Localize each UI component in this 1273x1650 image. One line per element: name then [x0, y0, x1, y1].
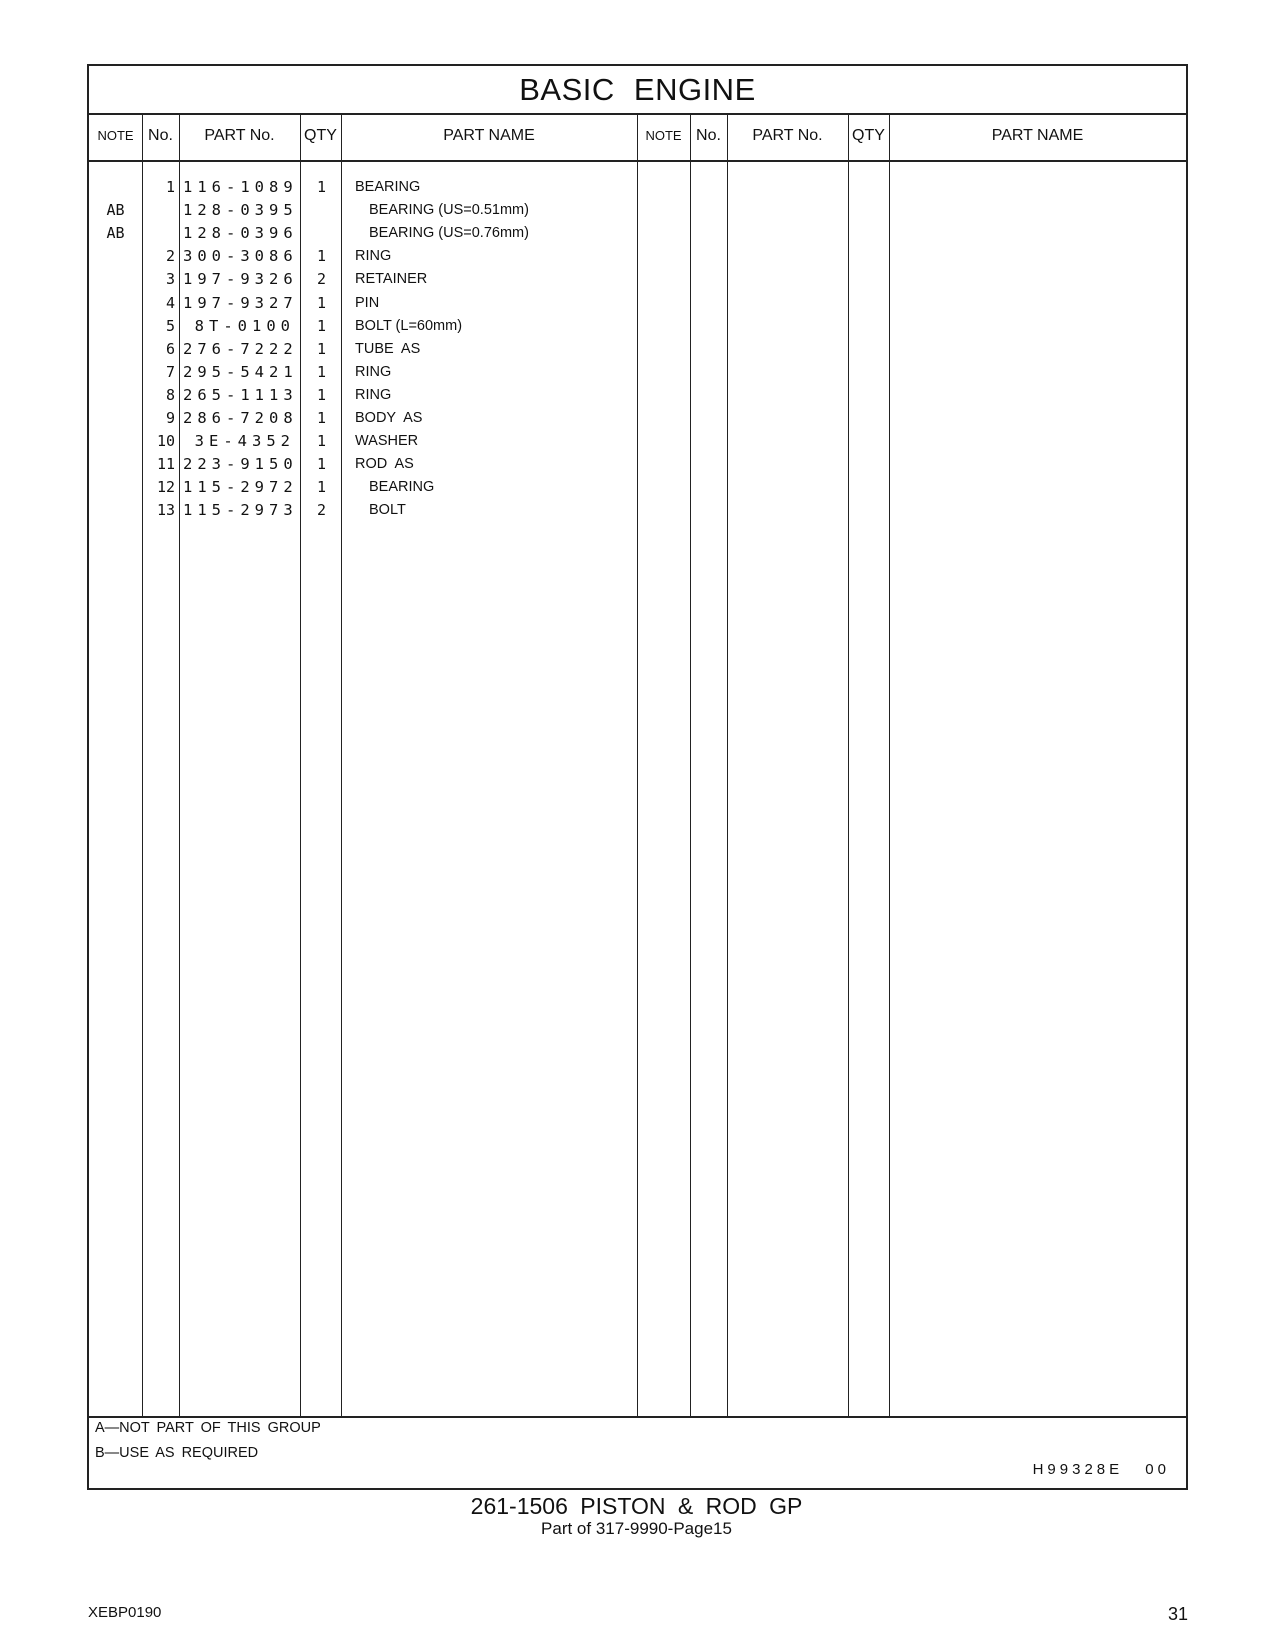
table-row	[89, 476, 629, 499]
table-row	[89, 222, 629, 245]
part-index: 11	[156, 455, 175, 474]
header-part-no: PART No.	[204, 127, 275, 144]
table-row	[89, 315, 629, 338]
table-row	[89, 430, 629, 453]
group-subcaption: Part of 317-9990-Page15	[541, 1519, 732, 1538]
part-name: RING	[355, 386, 392, 403]
header-part-name-right: PART NAME	[991, 127, 1084, 144]
part-quantity: 1	[316, 247, 326, 266]
publication-number: XEBP0190	[88, 1604, 162, 1621]
part-quantity: 1	[316, 432, 326, 451]
part-number: 8T-0100	[194, 316, 295, 335]
part-index: 7	[165, 362, 175, 381]
header-no-right: No.	[696, 127, 721, 144]
part-number: 300-3086	[183, 247, 298, 266]
table-row	[89, 176, 629, 199]
part-index: 10	[156, 432, 175, 451]
parts-list	[89, 161, 1186, 1418]
table-row	[89, 268, 629, 291]
part-index: 4	[165, 293, 175, 312]
part-number: 115-2973	[183, 501, 298, 520]
table-row	[89, 499, 629, 522]
part-quantity: 1	[316, 293, 326, 312]
part-name: ROD AS	[355, 456, 414, 473]
part-index: 12	[156, 478, 175, 497]
part-note: AB	[106, 224, 125, 243]
part-name: BOLT	[369, 502, 406, 519]
footnote-a: A—NOT PART OF THIS GROUP	[95, 1420, 321, 1436]
part-number: 286-7208	[183, 409, 298, 427]
part-quantity: 2	[316, 270, 326, 289]
part-name: WASHER	[355, 433, 419, 450]
header-note: NOTE	[97, 128, 134, 143]
part-name: RETAINER	[355, 271, 428, 288]
part-number: 128-0396	[183, 224, 298, 243]
footnote-b: B—USE AS REQUIRED	[95, 1445, 259, 1461]
header-qty-right: QTY	[852, 127, 885, 144]
part-name: BOLT (L=60mm)	[355, 317, 463, 334]
footnotes	[95, 1416, 321, 1466]
part-index: 2	[165, 247, 175, 266]
part-name: BODY AS	[355, 410, 423, 426]
header-note-right: NOTE	[645, 128, 682, 143]
part-number: 197-9327	[183, 293, 298, 312]
part-name: PIN	[355, 294, 380, 311]
part-number: 3E-4352	[194, 432, 295, 451]
header-part-name: PART NAME	[443, 127, 535, 144]
table-row	[89, 453, 629, 476]
part-index: 6	[165, 339, 175, 358]
part-name: TUBE AS	[355, 340, 421, 357]
part-number: 295-5421	[183, 362, 298, 381]
drawing-code: H99328E 00	[1032, 1461, 1170, 1478]
table-row	[89, 245, 629, 268]
part-index: 13	[156, 501, 175, 520]
header-qty: QTY	[304, 127, 337, 144]
part-quantity: 1	[316, 362, 326, 381]
part-number: 265-1113	[183, 385, 298, 404]
part-index: 5	[165, 316, 175, 335]
part-name: RING	[355, 248, 392, 265]
part-index: 9	[165, 409, 175, 427]
part-number: 276-7222	[183, 339, 298, 358]
part-quantity: 1	[316, 339, 326, 358]
table-row	[89, 407, 629, 430]
part-quantity: 1	[316, 178, 326, 196]
part-quantity: 2	[316, 501, 326, 520]
parts-table-frame	[87, 64, 1188, 1490]
part-index: 1	[165, 178, 175, 196]
part-index: 8	[165, 385, 175, 404]
part-name: BEARING	[369, 479, 435, 496]
part-name: BEARING (US=0.51mm)	[369, 202, 529, 219]
part-index: 3	[165, 270, 175, 289]
table-row	[89, 199, 629, 222]
part-number: 197-9326	[183, 270, 298, 289]
table-row	[89, 292, 629, 315]
table-row	[89, 361, 629, 384]
group-caption: 261-1506 PISTON & ROD GP	[470, 1493, 803, 1519]
header-no: No.	[148, 127, 173, 144]
part-note: AB	[106, 201, 125, 220]
part-number: 115-2972	[183, 478, 298, 497]
table-row	[89, 384, 629, 407]
part-number: 223-9150	[183, 455, 298, 474]
part-name: BEARING (US=0.76mm)	[369, 225, 529, 242]
part-name: BEARING	[355, 179, 421, 195]
part-quantity: 1	[316, 455, 326, 474]
part-quantity: 1	[316, 316, 326, 335]
page-title: BASIC ENGINE	[89, 66, 1186, 115]
part-number: 128-0395	[183, 201, 298, 220]
part-name: RING	[355, 363, 392, 380]
part-quantity: 1	[316, 385, 326, 404]
part-quantity: 1	[316, 409, 326, 427]
header-part-no-right: PART No.	[752, 127, 823, 144]
part-number: 116-1089	[183, 178, 298, 196]
part-quantity: 1	[316, 478, 326, 497]
table-row	[89, 338, 629, 361]
page-number: 31	[1167, 1604, 1188, 1624]
